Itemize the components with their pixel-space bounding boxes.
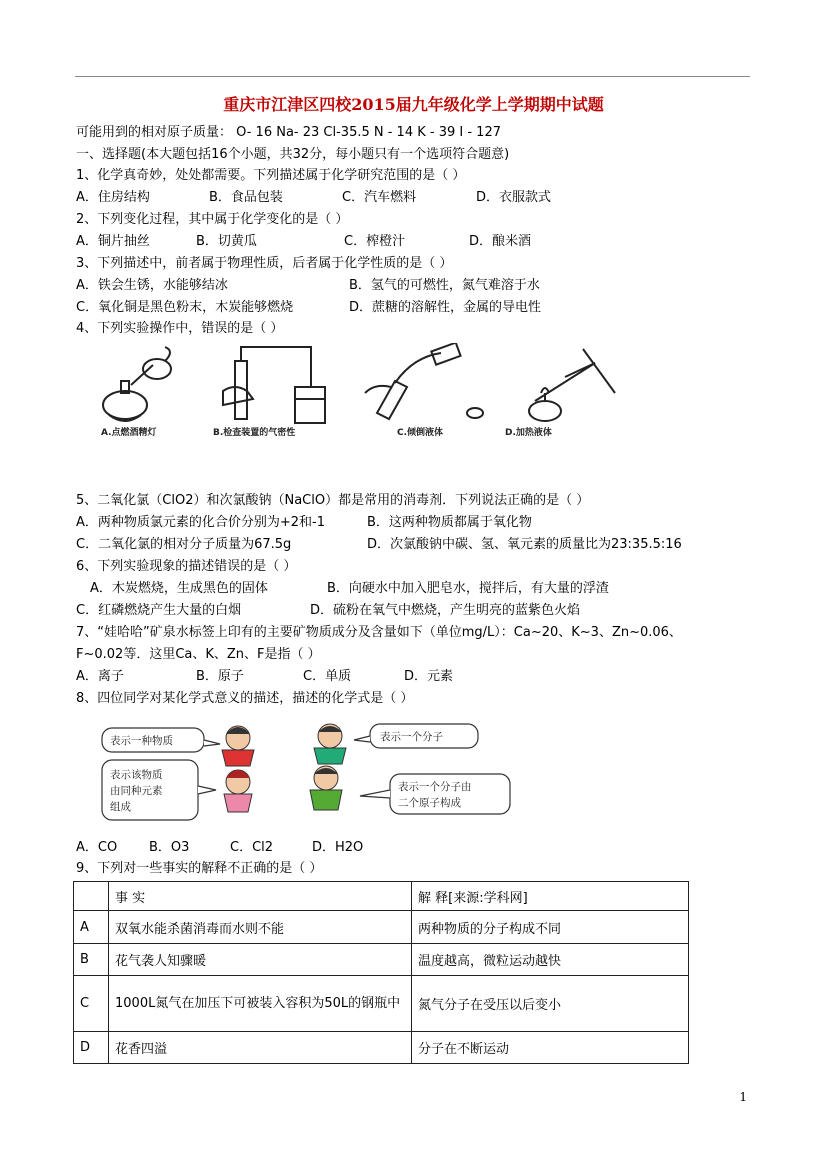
caption-a: A.点燃酒精灯 — [101, 428, 157, 438]
student-4-drawing — [310, 766, 342, 810]
bubble-1-text: 表示一种物质 — [110, 735, 173, 747]
table-row — [74, 976, 689, 1032]
q7-option-c: C．单质 — [303, 669, 352, 684]
q1-stem: 1、化学真奇妙，处处都需要。下列描述属于化学研究范围的是（ ） — [76, 168, 466, 183]
page-title: 重庆市江津区四校2015届九年级化学上学期期中试题 — [223, 95, 604, 114]
q7-stem-2: F~0.02等．这里Ca、K、Zn、F是指（ ） — [76, 647, 321, 662]
header-letter-cell — [74, 882, 109, 911]
bubble-3-line-2: 由同种元素 — [110, 785, 163, 797]
q8-option-b: B．O3 — [149, 840, 190, 855]
alcohol-lamp-drawing — [103, 347, 171, 421]
table-row — [74, 944, 689, 976]
q1-option-c: C．汽车燃料 — [342, 190, 417, 205]
q2-stem: 2、下列变化过程，其中属于化学变化的是（ ） — [76, 212, 349, 227]
q8-option-c: C．Cl2 — [230, 840, 274, 855]
q1-option-a: A．住房结构 — [76, 190, 150, 205]
q6-option-b: B．向硬水中加入肥皂水，搅拌后，有大量的浮渣 — [327, 581, 609, 596]
q3-option-d: D．蔗糖的溶解性，金属的导电性 — [349, 300, 542, 315]
row-explain: 氮气分子在受压以后变小 — [412, 976, 689, 1032]
q3-option-a: A．铁会生锈，水能够结冰 — [76, 278, 228, 293]
q9-stem: 9、下列对一些事实的解释不正确的是（ ） — [76, 861, 323, 876]
table-row — [74, 911, 689, 944]
caption-d: D.加热液体 — [505, 428, 552, 438]
q8-students-figure — [98, 716, 518, 824]
q3-option-c: C．氧化铜是黑色粉末，木炭能够燃烧 — [76, 300, 294, 315]
q2-option-d: D．酿米酒 — [469, 234, 532, 249]
q7-option-a: A．离子 — [76, 669, 124, 684]
q9-table — [73, 881, 689, 1064]
student-3-drawing — [224, 770, 252, 812]
header-explain-cell: 解 释[来源:学科网] — [412, 882, 689, 911]
q2-option-a: A．铜片抽丝 — [76, 234, 150, 249]
q5-option-a: A．两种物质氯元素的化合价分别为+2和-1 — [76, 515, 326, 530]
q4-stem: 4、下列实验操作中，错误的是（ ） — [76, 321, 284, 336]
q4-lab-figure — [95, 343, 635, 443]
bubble-4-line-1: 表示一个分子由 — [398, 781, 472, 793]
bubble-3-line-1: 表示该物质 — [110, 769, 163, 781]
row-letter: D — [74, 1032, 109, 1064]
page-number: 1 — [739, 1090, 747, 1104]
row-explain: 分子在不断运动 — [412, 1032, 689, 1064]
q2-option-c: C．榨橙汁 — [344, 234, 406, 249]
q1-option-b: B．食品包装 — [209, 190, 283, 205]
q8-option-a: A．CO — [76, 840, 118, 855]
bubble-4-line-2: 二个原子构成 — [398, 797, 461, 809]
q6-stem: 6、下列实验现象的描述错误的是（ ） — [76, 559, 297, 574]
table-header-row — [74, 882, 689, 911]
q5-option-c: C．二氧化氯的相对分子质量为67.5g — [76, 537, 292, 552]
q7-option-d: D．元素 — [404, 669, 454, 684]
q3-option-b: B．氢气的可燃性，氮气难溶于水 — [349, 278, 540, 293]
q7-option-b: B．原子 — [196, 669, 244, 684]
row-fact: 1000L氮气在加压下可被装入容积为50L的钢瓶中 — [109, 976, 412, 1032]
student-1-drawing — [222, 726, 254, 766]
caption-b: B.检查装置的气密性 — [213, 428, 296, 438]
row-letter: A — [74, 911, 109, 944]
student-2-drawing — [314, 724, 346, 764]
row-letter: B — [74, 944, 109, 976]
q5-stem: 5、二氧化氯（ClO2）和次氯酸钠（NaClO）都是常用的消毒剂．下列说法正确的是（ ） — [76, 493, 590, 508]
q8-option-d: D．H2O — [312, 840, 364, 855]
header-rule — [75, 76, 750, 77]
row-fact: 花香四溢 — [109, 1032, 412, 1064]
bubble-2-text: 表示一个分子 — [380, 731, 443, 743]
header-fact-cell: 事 实 — [109, 882, 412, 911]
row-fact: 花气袭人知骤暖 — [109, 944, 412, 976]
q3-stem: 3、下列描述中，前者属于物理性质，后者属于化学性质的是（ ） — [76, 256, 453, 271]
q5-option-d: D．次氯酸钠中碳、氢、氧元素的质量比为23:35.5:16 — [367, 537, 682, 552]
caption-c: C.倾倒液体 — [397, 428, 444, 438]
q5-option-b: B．这两种物质都属于氧化物 — [367, 515, 532, 530]
row-explain: 两种物质的分子构成不同 — [412, 911, 689, 944]
row-explain: 温度越高，微粒运动越快 — [412, 944, 689, 976]
airtightness-drawing — [223, 347, 325, 423]
row-fact: 双氧水能杀菌消毒而水则不能 — [109, 911, 412, 944]
heating-drawing — [529, 349, 615, 421]
table-row — [74, 1032, 689, 1064]
pouring-drawing — [365, 343, 483, 419]
q6-option-c: C．红磷燃烧产生大量的白烟 — [76, 603, 242, 618]
atomic-masses: 可能用到的相对原子质量： O- 16 Na- 23 Cl-35.5 N - 14 K - 39 I - 127 — [76, 125, 501, 140]
q8-stem: 8、四位同学对某化学式意义的描述，描述的化学式是（ ） — [76, 691, 414, 706]
q6-option-d: D．硫粉在氧气中燃烧，产生明亮的蓝紫色火焰 — [310, 603, 581, 618]
bubble-3-line-3: 组成 — [110, 801, 131, 813]
row-letter: C — [74, 976, 109, 1032]
q6-option-a: A．木炭燃烧，生成黑色的固体 — [90, 581, 268, 596]
q7-stem-1: 7、“娃哈哈”矿泉水标签上印有的主要矿物质成分及含量如下（单位mg/L）：Ca~20、K~3、Zn~0.06、 — [76, 625, 682, 640]
section-header: 一、选择题(本大题包括16个小题，共32分，每小题只有一个选项符合题意) — [76, 147, 510, 162]
q1-option-d: D．衣服款式 — [476, 190, 552, 205]
q2-option-b: B．切黄瓜 — [196, 234, 257, 249]
